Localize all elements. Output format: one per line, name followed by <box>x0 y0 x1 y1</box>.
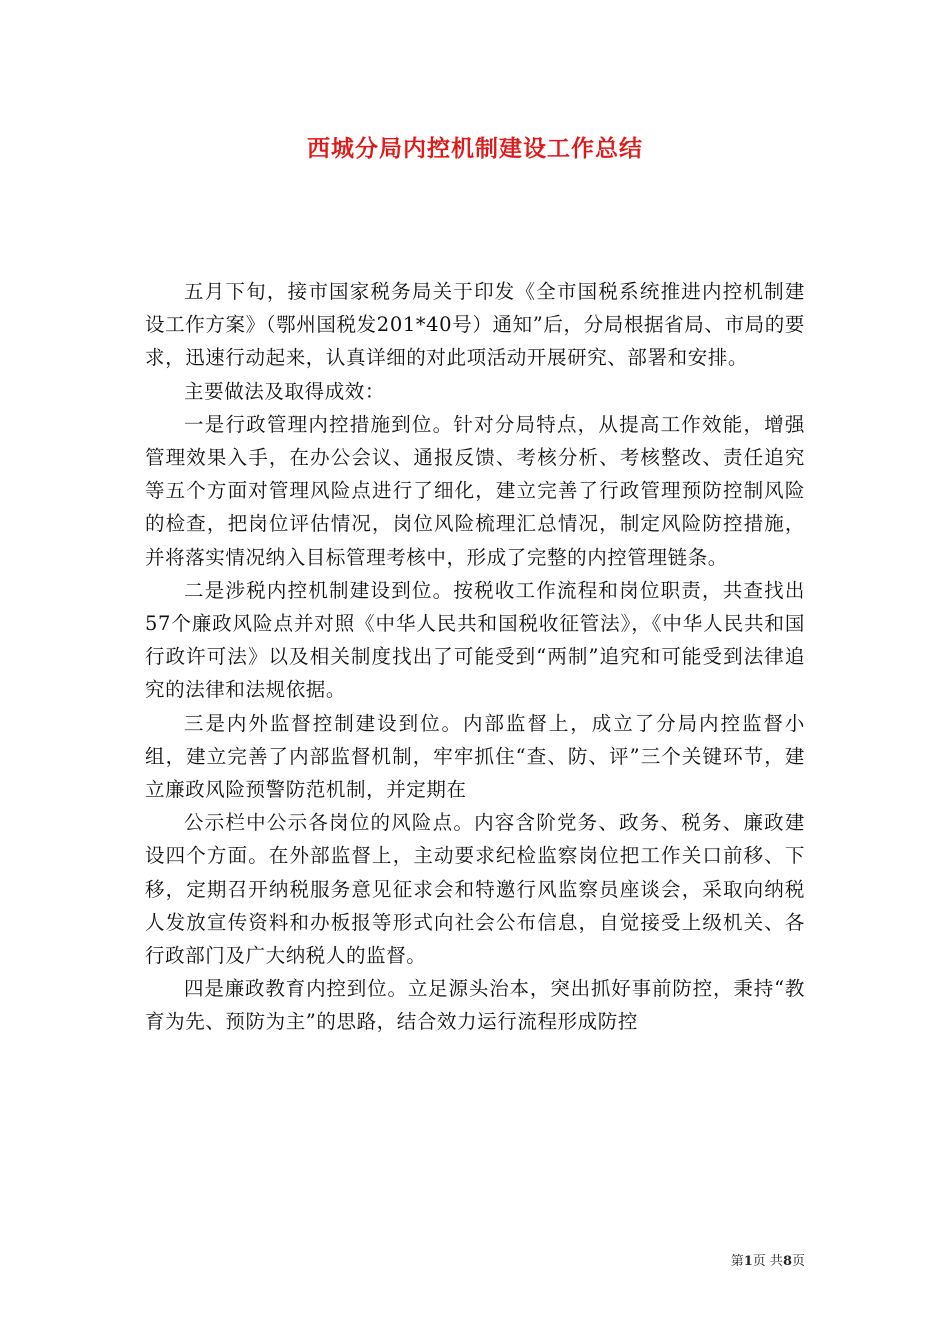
document-body <box>145 275 805 1039</box>
paragraph-supervision: 三是内外监督控制建设到位。内部监督上，成立了分局内控监督小组，建立完善了内部监督机制，牢牢抓住“查、防、评”三个关键环节，建立廉政风险预警防范机制，并定期在 <box>145 711 805 802</box>
paragraph-admin-control: 一是行政管理内控措施到位。针对分局特点，从提高工作效能，增强管理效果入手，在办公会议、通报反馈、考核分析、考核整改、责任追究等五个方面对管理风险点进行了细化，建立完善了行政管理预防控制风险的检查，把岗位评估情况，岗位风险梳理汇总情况，制定风险防控措施，并将落实情况纳入目标管理考核中，形成了完整的内控管理链条。 <box>145 412 805 569</box>
page-number-footer <box>731 1250 805 1269</box>
footer-prefix: 第 <box>730 1254 744 1269</box>
paragraph-integrity-education: 四是廉政教育内控到位。立足源头治本，突出抓好事前防控，秉持“教育为先、预防为主”的思路，结合效力运行流程形成防控 <box>145 977 805 1034</box>
footer-suffix: 页 <box>791 1254 805 1269</box>
paragraph-supervision-continued: 公示栏中公示各岗位的风险点。内容含阶党务、政务、税务、廉政建设四个方面。在外部监督上，主动要求纪检监察岗位把工作关口前移、下移，定期召开纳税服务意见征求会和特邀行风监察员座谈会，采取向纳税人发放宣传资料和办板报等形式向社会公布信息，自觉接受上级机关、各行政部门及广大纳税人的监督。 <box>145 811 805 968</box>
paragraph-intro: 五月下旬，接市国家税务局关于印发《全市国税系统推进内控机制建设工作方案》（鄂州国税发201*40号）通知”后，分局根据省局、市局的要求，迅速行动起来，认真详细的对此项活动开展研究、部署和安排。 <box>145 280 805 370</box>
total-page-number: 8 <box>782 1254 792 1269</box>
paragraph-tax-control: 二是涉税内控机制建设到位。按税收工作流程和岗位职责，共查找出57个廉政风险点并对照《中华人民共和国税收征管法》，《中华人民共和国行政许可法》以及相关制度找出了可能受到“两制”追究和可能受到法律追究的法律和法规依据。 <box>145 578 805 702</box>
paragraph-main-methods: 主要做法及取得成效： <box>184 379 386 403</box>
footer-middle: 页 共 <box>752 1254 783 1269</box>
current-page-number: 1 <box>743 1254 753 1269</box>
document-title: 西城分局内控机制建设工作总结 <box>307 135 643 162</box>
